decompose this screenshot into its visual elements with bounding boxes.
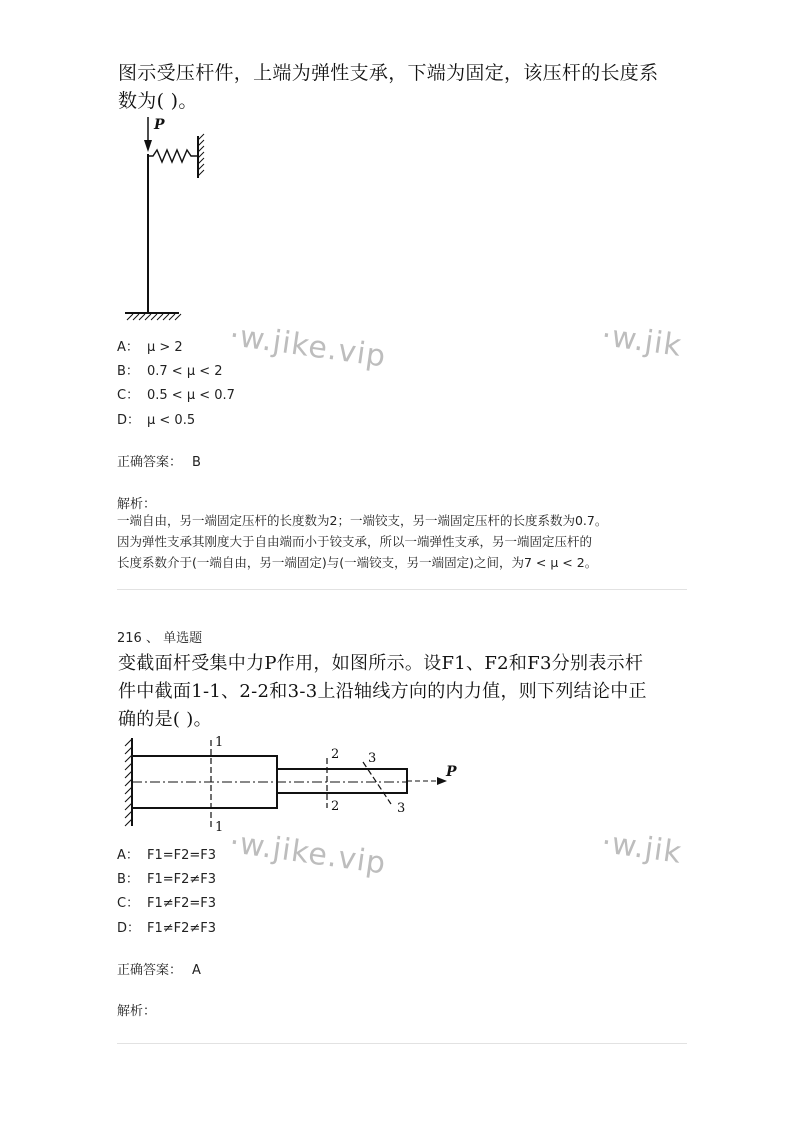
q2-bar-small-section <box>277 769 407 793</box>
q1-option-a[interactable]: A： μ > 2 <box>117 340 183 355</box>
watermark: ·w.jike.vip <box>227 318 389 375</box>
q1-correct-answer: 正确答案： B <box>117 455 201 470</box>
watermark-edge: ·w.jik <box>599 318 685 364</box>
q2-option-b[interactable]: B： F1=F2≠F3 <box>117 872 217 887</box>
q2-bar-figure <box>115 732 475 836</box>
q1-analysis-line-3: 长度系数介于(一端自由，另一端固定)与(一端铰支，另一端固定)之间，为7 < μ < 2。 <box>117 555 598 570</box>
q2-header: 216 、 单选题 <box>117 631 203 646</box>
q1-column-figure <box>115 112 215 328</box>
divider-bottom <box>117 1043 687 1044</box>
q1-analysis-line-2: 因为弹性支承其刚度大于自由端而小于铰支承，所以一端弹性支承，另一端固定压杆的 <box>117 534 593 549</box>
q2-option-c[interactable]: C： F1≠F2=F3 <box>117 896 217 911</box>
divider <box>117 589 687 590</box>
watermark: ·w.jike.vip <box>227 825 389 882</box>
q1-stem-line-1: 图示受压杆件，上端为弹性支承，下端为固定，该压杆的长度系 <box>118 62 659 84</box>
q2-section-1-label-top: 1 <box>215 735 224 750</box>
q1-analysis-line-1: 一端自由，另一端固定压杆的长度数为2；一端铰支，另一端固定压杆的长度系数为0.7。 <box>117 513 608 528</box>
q2-stem-line-2: 件中截面1-1、2-2和3-3上沿轴线方向的内力值，则下列结论中正 <box>118 681 647 702</box>
q2-section-1-label-bottom: 1 <box>215 820 224 835</box>
q2-stem-line-1: 变截面杆受集中力P作用，如图所示。设F1、F2和F3分别表示杆 <box>118 653 644 674</box>
q1-option-c[interactable]: C： 0.5 < μ < 0.7 <box>117 388 235 403</box>
q1-force-label: P <box>154 117 165 133</box>
q1-option-d[interactable]: D： μ < 0.5 <box>117 413 196 428</box>
q2-option-d[interactable]: D： F1≠F2≠F3 <box>117 921 217 936</box>
q2-section-2-label-bottom: 2 <box>331 799 340 814</box>
q2-correct-answer: 正确答案： A <box>117 963 201 978</box>
q2-wall-hatch <box>125 739 132 826</box>
q2-stem-line-3: 确的是( )。 <box>118 709 212 730</box>
q2-section-3-label-top: 3 <box>368 751 377 766</box>
q1-option-b[interactable]: B： 0.7 < μ < 2 <box>117 364 223 379</box>
q1-ground-hatch <box>127 314 181 320</box>
q1-analysis-label: 解析： <box>117 497 157 512</box>
q2-analysis-label: 解析： <box>117 1004 157 1019</box>
q1-stem-line-2: 数为( )。 <box>118 90 198 112</box>
watermark-edge: ·w.jik <box>599 825 685 871</box>
q2-section-2-label-top: 2 <box>331 747 340 762</box>
q2-force-label: P <box>446 764 457 780</box>
q1-force-arrowhead <box>144 140 152 152</box>
q1-spring <box>148 150 197 162</box>
q1-analysis-text <box>117 510 687 573</box>
q2-section-3-label-bottom: 3 <box>397 801 406 816</box>
q2-option-a[interactable]: A： F1=F2=F3 <box>117 848 217 863</box>
